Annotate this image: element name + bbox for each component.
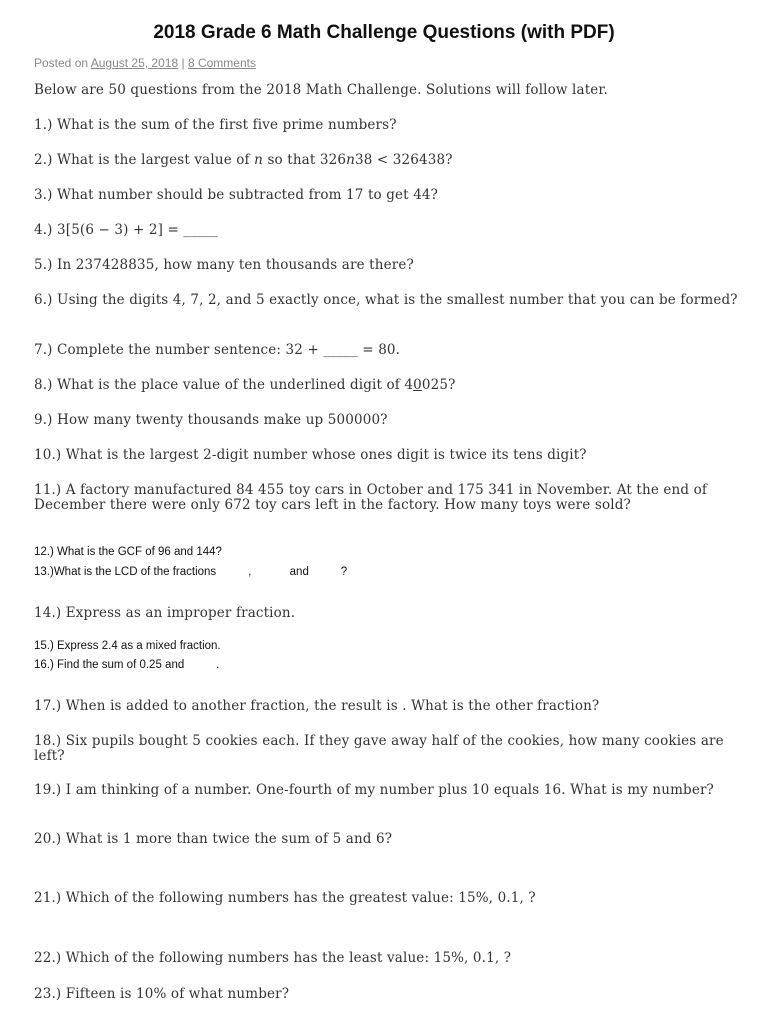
question-6: 6.) Using the digits 4, 7, 2, and 5 exactly once, what is the smallest number that you can be formed? — [34, 292, 738, 308]
question-19: 19.) I am thinking of a number. One-fourth of my number plus 10 equals 16. What is my number? — [34, 782, 714, 798]
question-11: 11.) A factory manufactured 84 455 toy cars in October and 175 341 in November. At the end of December there were only 672 toy cars left in the factory. How many toys were sold? — [34, 482, 708, 513]
question-14: 14.) Express as an improper fraction. — [34, 605, 296, 621]
question-4: 4.) 3[5(6 − 3) + 2] = _____ — [34, 222, 218, 238]
question-17: 17.) When is added to another fraction, the result is . What is the other fraction? — [34, 698, 600, 714]
question-23: 23.) Fifteen is 10% of what number? — [34, 986, 290, 1002]
meta-separator: | — [181, 56, 185, 70]
page-title: 2018 Grade 6 Math Challenge Questions (with PDF) — [153, 22, 615, 43]
underlined-digit: 0 — [413, 377, 422, 393]
question-12: 12.) What is the GCF of 96 and 144? — [34, 546, 222, 558]
question-22: 22.) Which of the following numbers has the least value: 15%, 0.1, ? — [34, 950, 512, 966]
question-5: 5.) In 237428835, how many ten thousands are there? — [34, 257, 414, 273]
question-16: 16.) Find the sum of 0.25 and . — [34, 659, 220, 671]
post-date-link[interactable]: August 25, 2018 — [90, 56, 179, 70]
intro-text: Below are 50 questions from the 2018 Math Challenge. Solutions will follow later. — [34, 82, 608, 98]
question-2-part-b: so that 326 — [263, 152, 347, 168]
question-20: 20.) What is 1 more than twice the sum of 5 and 6? — [34, 831, 393, 847]
comments-link[interactable]: 8 Comments — [187, 56, 256, 70]
question-2-variable-2: n — [346, 152, 355, 168]
question-21: 21.) Which of the following numbers has the greatest value: 15%, 0.1, ? — [34, 890, 536, 906]
question-13: 13.)What is the LCD of the fractions , and ? — [34, 566, 348, 578]
question-9: 9.) How many twenty thousands make up 500000? — [34, 412, 388, 428]
question-3: 3.) What number should be subtracted from 17 to get 44? — [34, 187, 439, 203]
question-10: 10.) What is the largest 2-digit number whose ones digit is twice its tens digit? — [34, 447, 587, 463]
question-2-part-c: 38 < 326438? — [354, 152, 453, 168]
question-15: 15.) Express 2.4 as a mixed fraction. — [34, 640, 221, 652]
question-2-variable: n — [254, 152, 263, 168]
question-7: 7.) Complete the number sentence: 32 + _____ = 80. — [34, 342, 401, 358]
question-8-part-a: 8.) What is the place value of the underlined digit of 4 — [34, 377, 414, 393]
question-8 — [34, 378, 739, 393]
question-1: 1.) What is the sum of the first five prime numbers? — [34, 117, 397, 133]
post-meta — [34, 56, 256, 70]
question-2 — [34, 153, 739, 168]
question-8-part-b: 025? — [421, 377, 456, 393]
question-2-part-a: 2.) What is the largest value of — [34, 152, 255, 168]
posted-on-label: Posted on — [34, 56, 89, 70]
question-18: 18.) Six pupils bought 5 cookies each. If they gave away half of the cookies, how many cookies are left? — [34, 733, 724, 764]
